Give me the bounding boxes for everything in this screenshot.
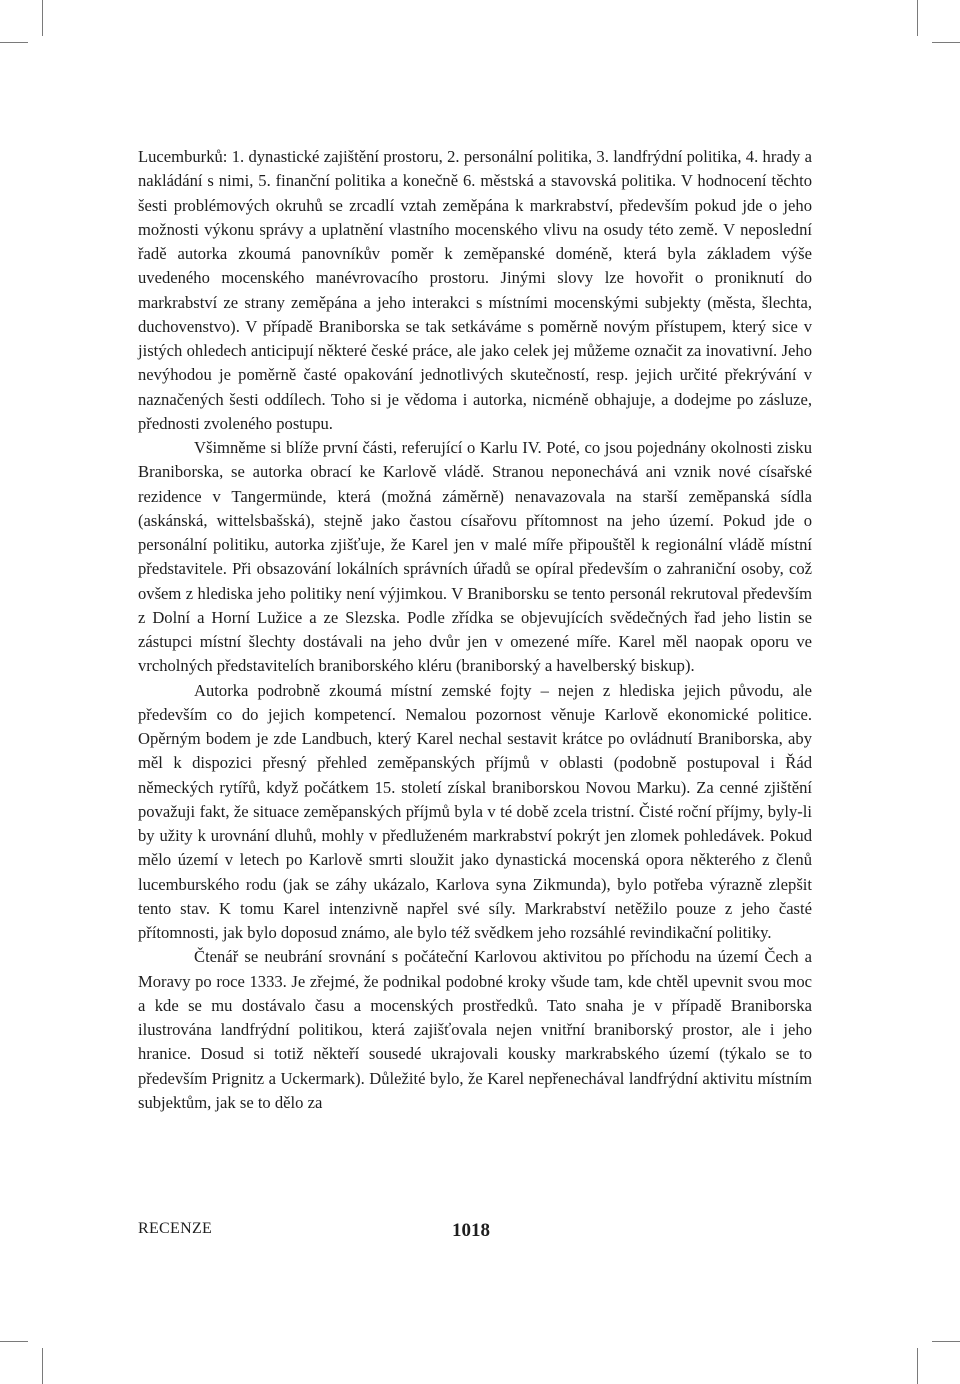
page-number: 1018 <box>452 1220 490 1241</box>
crop-mark-top-left-horizontal <box>0 42 28 43</box>
paragraph: Čtenář se neubrání srovnání s počáteční Karlovou aktivitou po příchodu na území Čech a Moravy po roce 1333. Je zřejmé, že podnikal podobné kroky všude tam, kde chtěl upevnit svou moc a kde se mu dostávalo času a mocenských prostředků. Tato snaha je v případě Braniborska ilustrována landfrýdní politikou, která zajišťovala nejen vnitřní braniborský prostor, ale i jeho hranice. Dosud si totiž někteří sousedé ukrajovali kousky markrabského území (týkalo se to především Prignitz a Uckermark). Důležité bylo, že Karel nepřenechával landfrýdní aktivitu místním subjektům, jak se to dělo za <box>138 947 812 1112</box>
section-label: RECENZE <box>138 1220 213 1237</box>
crop-mark-top-right-horizontal <box>932 42 960 43</box>
crop-mark-bottom-right-vertical <box>917 1348 918 1384</box>
crop-mark-bottom-left-vertical <box>42 1348 43 1384</box>
crop-mark-top-left-vertical <box>42 0 43 36</box>
paragraph: Lucemburků: 1. dynastické zajištění prostoru, 2. personální politika, 3. landfrýdní politika, 4. hrady a nakládání s nimi, 5. finanční politika a konečně 6. městská a stavovská politika. V hodnocení těchto šesti problémových okruhů se zrcadlí vztah zeměpána k markrabství, především pokud jde o jeho možnosti výkonu správy a uplatnění vlastního mocenského vlivu na osudy této země. V neposlední řadě autorka zkoumá panovníkův poměr k zeměpanské doméně, která byla základem výše uvedeného mocenského manévrovacího prostoru. Jinými slovy lze hovořit o proniknutí do markrabství ze strany zeměpána a jeho interakci s místními mocenskými subjekty (města, šlechta, duchovenstvo). V případě Braniborska se tak setkáváme s poměrně novým přístupem, který sice v jistých ohledech anticipují některé české práce, ale jako celek jej můžeme označit za inovativní. Jeho nevýhodou je poměrně časté opakování jednotlivých skutečností, resp. jejich určité překrývání v naznačených šesti oddílech. Toho si je vědoma i autorka, nicméně obhajuje, a dodejme po zásluze, přednosti zvoleného postupu. <box>138 147 812 433</box>
paragraph: Všimněme si blíže první části, referující o Karlu IV. Poté, co jsou pojednány okolnosti zisku Braniborska, se autorka obrací ke Karlově vládě. Stranou neponechává ani vznik nové císařské rezidence v Tangermünde, která (možná záměrně) nenavazovala na starší zeměpanská sídla (askánská, wittelsbašská), stejně jako častou císařovu přítomnost na jeho území. Pokud jde o personální politiku, autorka zjišťuje, že Karel jen v malé míře připouštěl k regionální vládě místní představitele. Při obsazování lokálních správních úřadů se opíral především o zahraniční osoby, což ovšem z hlediska jeho politiky není výjimkou. V Braniborsku se tento personál rekrutoval především z Dolní a Horní Lužice a ze Slezska. Podle zřídka se objevujících svědečných řad jeho listin se zástupci místní šlechty dostávali na jeho dvůr jen v omezené míře. Karel měl naopak oporu ve vrcholných představitelích braniborského kléru (braniborský a havelberský biskup). <box>138 438 812 676</box>
crop-mark-bottom-right-horizontal <box>932 1341 960 1342</box>
crop-mark-top-right-vertical <box>917 0 918 36</box>
article-body <box>138 145 812 1115</box>
paragraph: Autorka podrobně zkoumá místní zemské fojty – nejen z hlediska jejich původu, ale především co do jejich kompetencí. Nemalou pozornost věnuje Karlově ekonomické politice. Opěrným bodem je zde Landbuch, který Karel nechal sestavit krátce po ovládnutí Braniborska, aby měl k dispozici přesný přehled zeměpanských příjmů v oblasti (podobně postupoval i Řád německých rytířů, když počátkem 15. století získal braniborskou Novou Marku). Za cenné zjištění považuji fakt, že situace zeměpanských příjmů byla v té době zcela tristní. Čisté roční příjmy, byly-li by užity k urovnání dluhů, mohly v předluženém markrabství pokrýt jen zlomek pohledávek. Pokud mělo území v letech po Karlově smrti sloužit jako dynastická mocenská opora některého z členů lucemburského rodu (jak se záhy ukázalo, Karlova syna Zikmunda), bylo potřeba výrazně zlepšit tento stav. K tomu Karel intenzivně napřel své síly. Markrabství netěžilo pouze z jeho časté přítomnosti, jak bylo doposud známo, ale bylo též svědkem jeho rozsáhlé revindikační politiky. <box>138 680 812 942</box>
crop-mark-bottom-left-horizontal <box>0 1341 28 1342</box>
